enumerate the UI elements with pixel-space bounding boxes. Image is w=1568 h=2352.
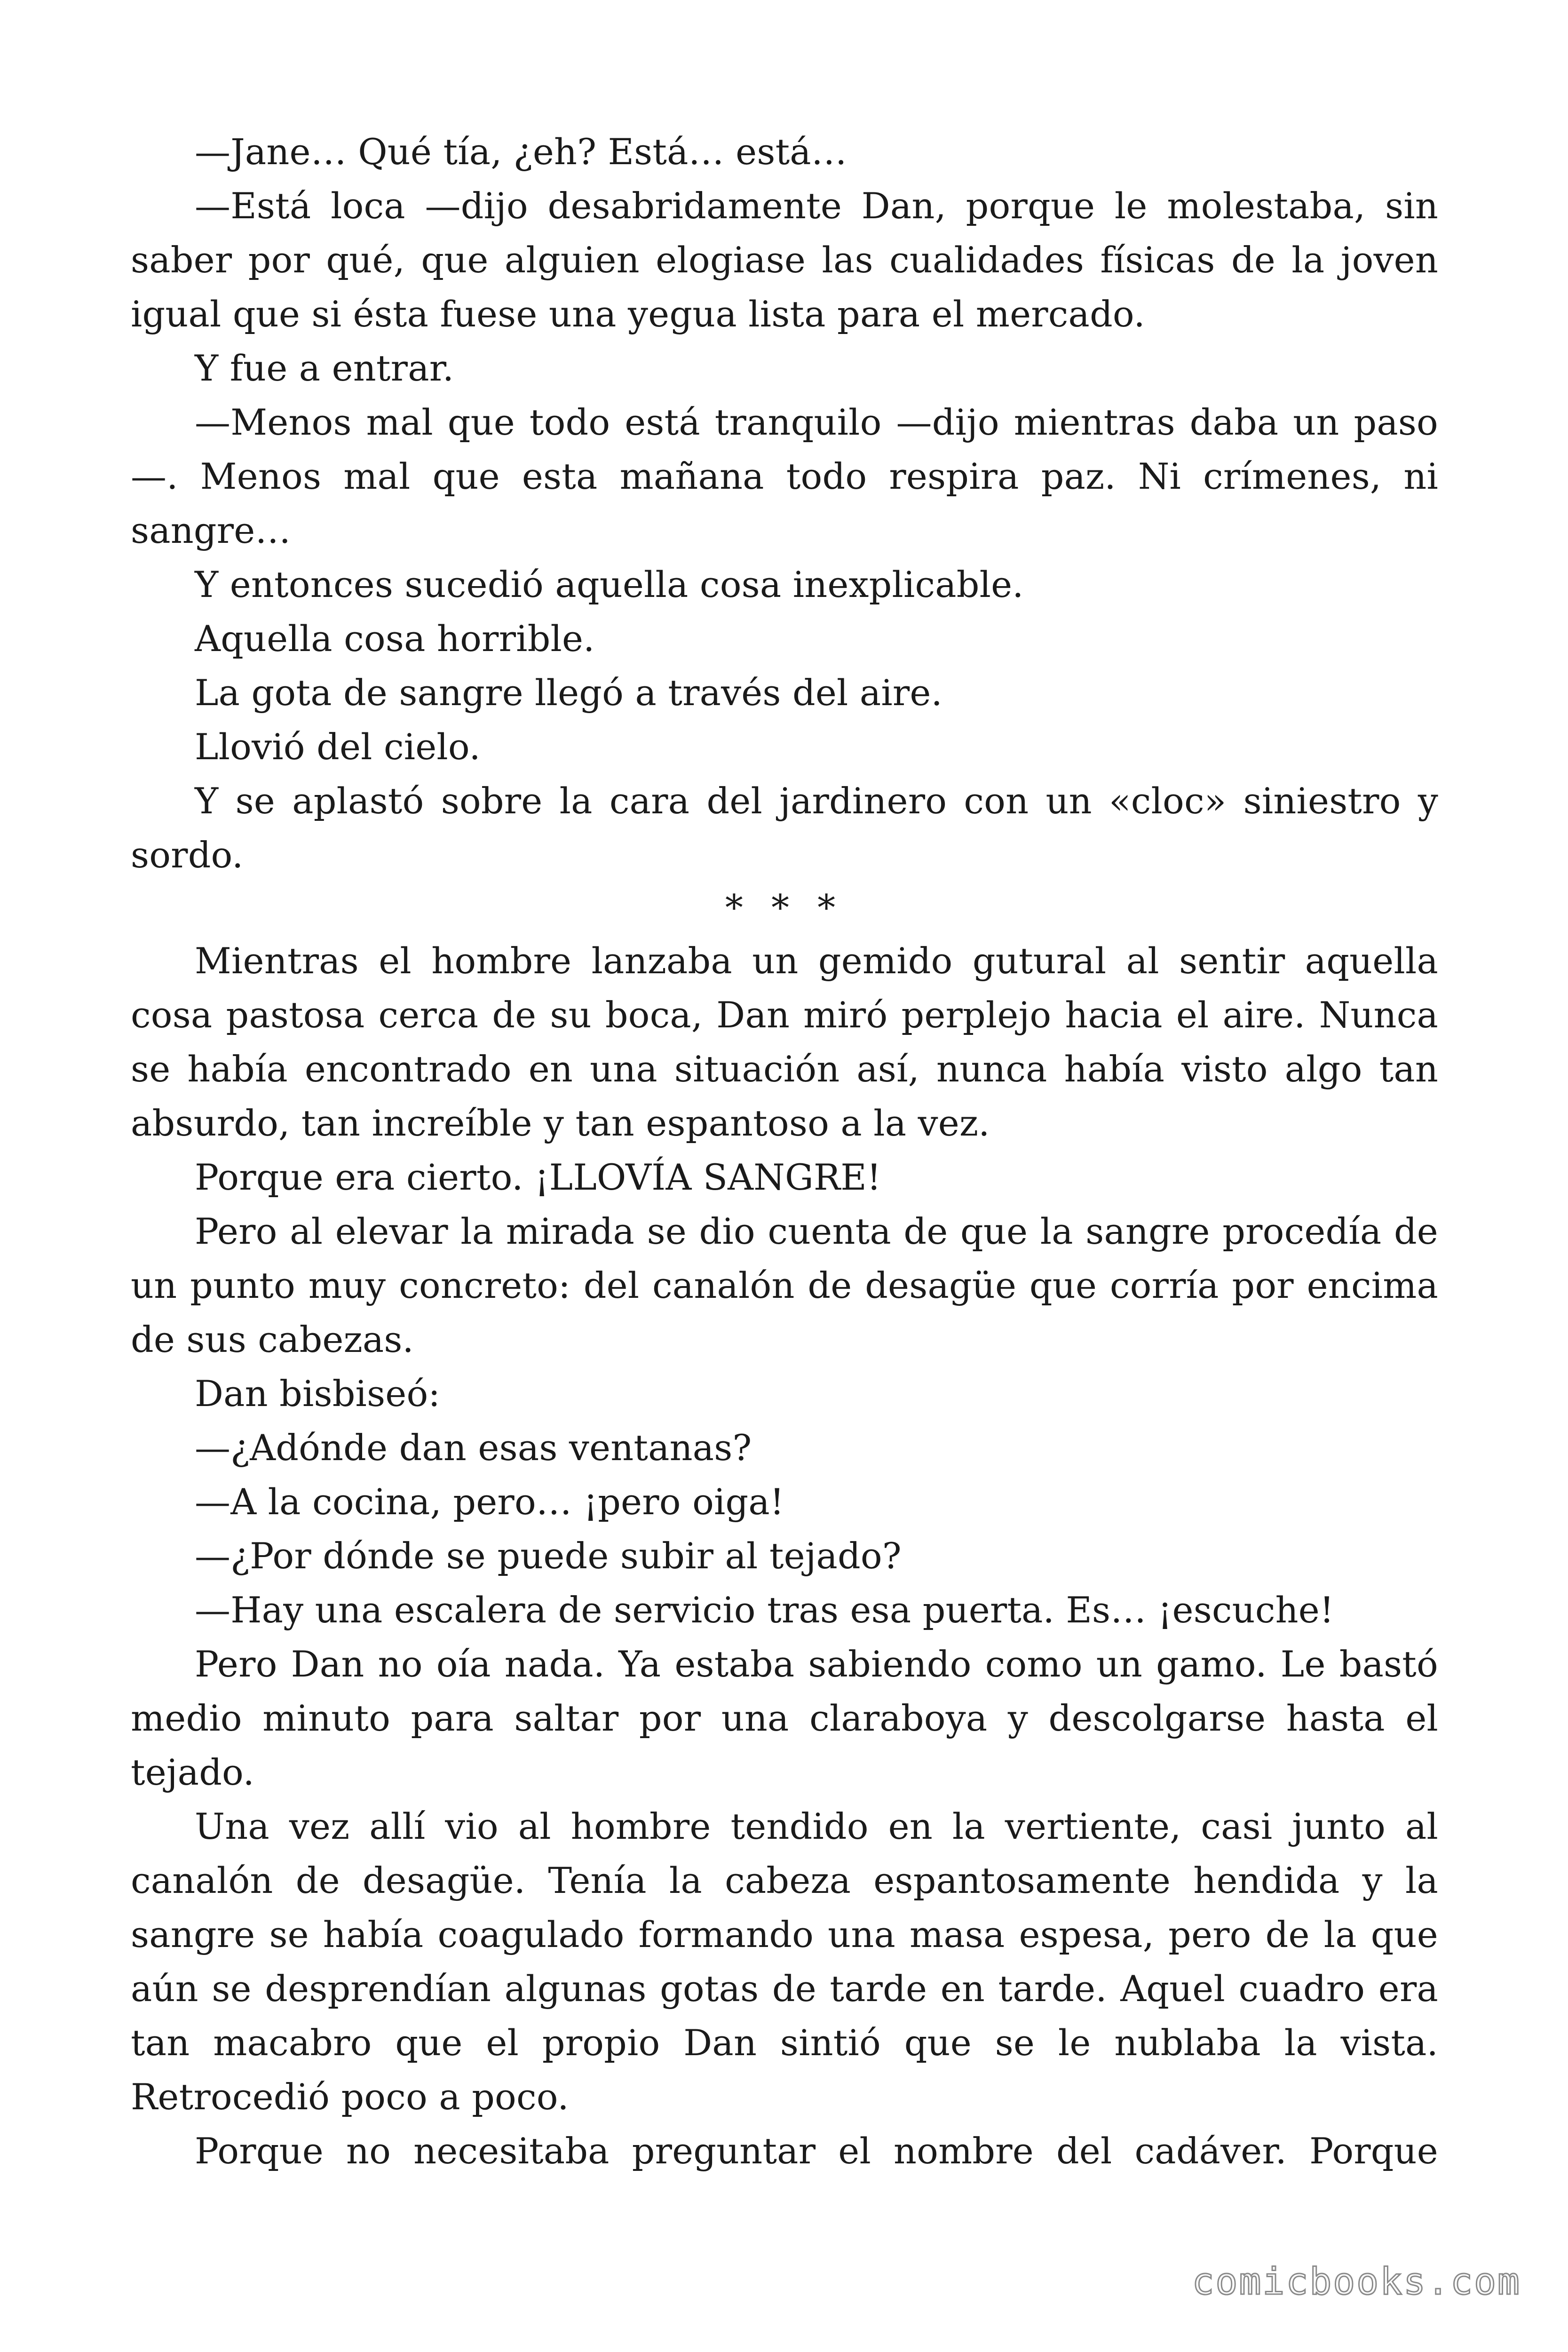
paragraph: —Está loca —dijo desabridamente Dan, porque le molestaba, sin saber por qué, que alguien elogiase las cualidades físicas de la joven igual que si ésta fuese una yegua lista para el mercado. [131,185,1438,335]
paragraph: Aquella cosa horrible. [195,618,595,660]
paragraph: Y fue a entrar. [195,347,454,389]
paragraph: —¿Por dónde se puede subir al tejado? [195,1535,902,1577]
page-body-text [131,125,1438,2178]
paragraph: Pero Dan no oía nada. Ya estaba sabiendo como un gamo. Le bastó medio minuto para saltar por una claraboya y descolgarse hasta el tejado. [131,1643,1438,1793]
paragraph: Porque no necesitaba preguntar el nombre del cadáver. Porque [195,2130,1438,2172]
paragraph: —Menos mal que todo está tranquilo —dijo mientras daba un paso—. Menos mal que esta mañana todo respira paz. Ni crímenes, ni sangre… [131,401,1438,551]
watermark-logo: comicbooks.com [1192,2261,1521,2303]
paragraph: Y se aplastó sobre la cara del jardinero con un «cloc» siniestro y sordo. [131,780,1438,876]
paragraph: —¿Adónde dan esas ventanas? [195,1427,752,1469]
paragraph: Porque era cierto. ¡LLOVÍA SANGRE! [195,1156,881,1198]
section-separator: * * * [725,887,844,929]
paragraph: La gota de sangre llegó a través del aire. [195,672,942,714]
paragraph: Dan bisbiseó: [195,1373,441,1414]
paragraph: —Jane… Qué tía, ¿eh? Está… está… [195,131,847,173]
paragraph: Y entonces sucedió aquella cosa inexplicable. [195,564,1024,605]
paragraph: —A la cocina, pero… ¡pero oiga! [195,1481,784,1523]
paragraph: Mientras el hombre lanzaba un gemido gutural al sentir aquella cosa pastosa cerca de su boca, Dan miró perplejo hacia el aire. Nunca se había encontrado en una situación así, nunca había visto algo tan absurdo, tan increíble y tan espantoso a la vez. [131,940,1438,1144]
paragraph: Una vez allí vio al hombre tendido en la vertiente, casi junto al canalón de desagüe. Tenía la cabeza espantosamente hendida y la sangre se había coagulado formando una masa espesa, pero de la que aún se desprendían algunas gotas de tarde en tarde. Aquel cuadro era tan macabro que el propio Dan sintió que se le nublaba la vista. Retrocedió poco a poco. [131,1805,1438,2118]
paragraph: —Hay una escalera de servicio tras esa puerta. Es… ¡escuche! [195,1589,1334,1631]
paragraph: Llovió del cielo. [195,726,481,768]
paragraph: Pero al elevar la mirada se dio cuenta de que la sangre procedía de un punto muy concreto: del canalón de desagüe que corría por encima de sus cabezas. [131,1210,1438,1360]
